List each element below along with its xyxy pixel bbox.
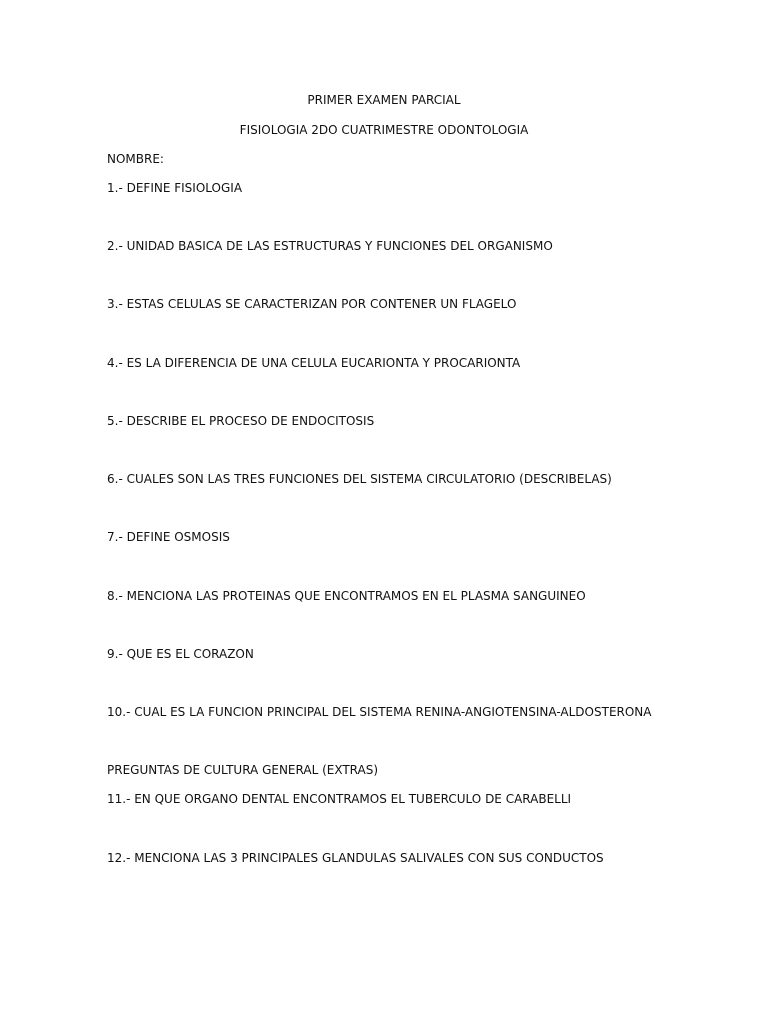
question-3: 3.- ESTAS CELULAS SE CARACTERIZAN POR CONTENER UN FLAGELO	[107, 297, 517, 311]
question-11: 11.- EN QUE ORGANO DENTAL ENCONTRAMOS EL TUBERCULO DE CARABELLI	[107, 792, 572, 806]
question-4: 4.- ES LA DIFERENCIA DE UNA CELULA EUCARIONTA Y PROCARIONTA	[107, 356, 521, 370]
extras-heading: PREGUNTAS DE CULTURA GENERAL (EXTRAS)	[107, 763, 379, 777]
document-title: PRIMER EXAMEN PARCIAL	[307, 93, 461, 107]
question-12: 12.- MENCIONA LAS 3 PRINCIPALES GLANDULAS SALIVALES CON SUS CONDUCTOS	[107, 851, 604, 865]
name-label: NOMBRE:	[107, 152, 164, 166]
question-7: 7.- DEFINE OSMOSIS	[107, 530, 230, 544]
question-5: 5.- DESCRIBE EL PROCESO DE ENDOCITOSIS	[107, 414, 375, 428]
question-2: 2.- UNIDAD BASICA DE LAS ESTRUCTURAS Y FUNCIONES DEL ORGANISMO	[107, 239, 553, 253]
question-9: 9.- QUE ES EL CORAZON	[107, 647, 254, 661]
question-1: 1.- DEFINE FISIOLOGIA	[107, 181, 243, 195]
question-6: 6.- CUALES SON LAS TRES FUNCIONES DEL SISTEMA CIRCULATORIO (DESCRIBELAS)	[107, 472, 612, 486]
question-8: 8.- MENCIONA LAS PROTEINAS QUE ENCONTRAMOS EN EL PLASMA SANGUINEO	[107, 589, 586, 603]
document-subtitle: FISIOLOGIA 2DO CUATRIMESTRE ODONTOLOGIA	[239, 123, 529, 137]
question-10: 10.- CUAL ES LA FUNCION PRINCIPAL DEL SISTEMA RENINA-ANGIOTENSINA-ALDOSTERONA	[107, 705, 652, 719]
